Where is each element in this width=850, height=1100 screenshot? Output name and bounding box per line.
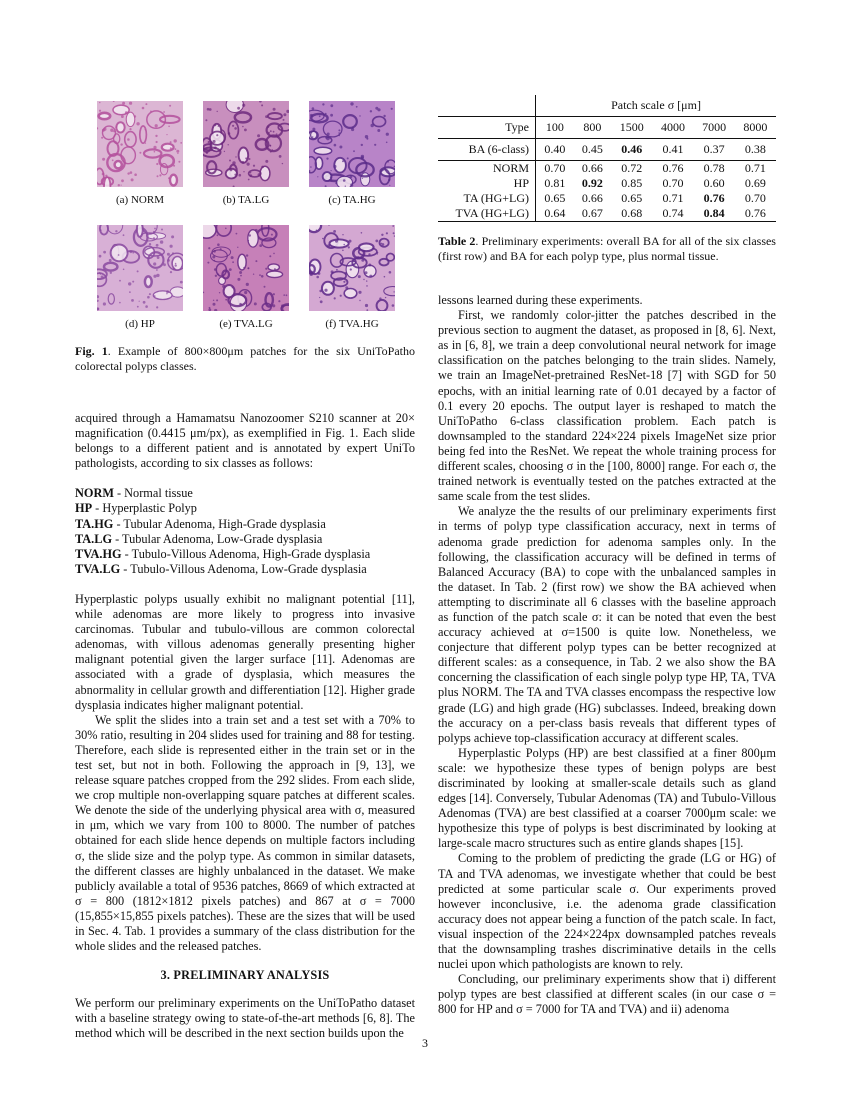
table-cell: 0.84	[694, 206, 735, 222]
class-item	[75, 486, 415, 501]
class-description: - Tubular Adenoma, High-Grade dysplasia	[113, 516, 326, 531]
paragraph-split: We split the slides into a train set and a test set with a 70% to 30% ratio, resulting in 204 slides used for training and 88 for testing. Therefore, each slide is represented either in the train set or in the test set, but not in both. Following the approach in [9, 13], we release square patches cropped from the 292 slides. From each slide, we crop multiple non-overlapping square patches at different scales. We denote the side of the underlying physical area with σ, measured in μm, which we vary from 100 to 8000. The number of patches obtained for each slide hence depends on multiple factors including σ, the slide size and the polyp type. As common in similar datasets, the different classes are highly unbalanced in the dataset. We make publicly available a total of 9536 patches, 8669 of which extracted at σ = 800 (1812×1812 pixels patches) and 867 at σ = 7000 (15,855×15,855 pixels patches). These are the sizes that will be used in Sec. 4. Tab. 1 provides a summary of the class distribution for the whole slides and the released patches.	[75, 712, 415, 954]
figure-1	[75, 101, 415, 373]
table-scale-header: 8000	[735, 117, 776, 139]
table-cell: 0.60	[703, 176, 725, 190]
table-cell: 0.67	[574, 206, 612, 222]
figure-panel-label: (b) TA.LG	[222, 194, 270, 206]
table-cell: 0.71	[735, 161, 776, 177]
paragraph-lessons: lessons learned during these experiments.	[438, 293, 643, 307]
table-cell: 0.37	[694, 139, 735, 161]
table-scale-header: 100	[536, 117, 574, 139]
figure-panel	[309, 101, 395, 207]
figure-panel-label: (d) HP	[125, 318, 155, 330]
table-scale-header: 4000	[652, 117, 693, 139]
table-caption-text: . Preliminary experiments: overall BA for all of the six classes (first row) and BA for each polyp type, plus normal tissue.	[438, 234, 776, 263]
paragraph-grade: Coming to the problem of predicting the grade (LG or HG) of TA and TVA adenomas, we investigate whether that could be best predicted at some particular scale σ. Our experiments proved however inconclusive, i.e. the adenoma grade classification accuracy does not appear being a function of the patch scale. In fact, visual inspection of the 224×224px downsampled patches reveals that the downsampling trashes discriminative details in the cells nuclei upon which pathologists are known to rely.	[438, 851, 776, 972]
table-cell: 0.71	[662, 191, 684, 205]
class-description: - Tubulo-Villous Adenoma, High-Grade dysplasia	[121, 546, 371, 561]
table-cell: 0.65	[621, 191, 643, 205]
figure-panel	[203, 225, 289, 331]
figure-caption	[75, 344, 415, 373]
table-type-label: Type	[438, 117, 536, 139]
class-code: TA.LG	[75, 531, 113, 546]
class-code: TVA.HG	[75, 546, 122, 561]
tissue-image	[203, 225, 289, 311]
table-cell: 0.40	[536, 139, 574, 161]
table-scale-header: 7000	[694, 117, 735, 139]
table-cell: 0.76	[735, 206, 776, 222]
class-code: TVA.LG	[75, 561, 121, 576]
paragraph-concluding: Concluding, our preliminary experiments show that i) different polyp types are best classified at different scales (in our case σ = 800 for HP and σ = 7000 for TA and TVA) and ii) adenoma	[438, 972, 776, 1017]
figure-panel	[97, 225, 183, 331]
tissue-image	[203, 101, 289, 187]
table-corner	[438, 95, 536, 117]
table-cell: 0.74	[652, 206, 693, 222]
figure-panel	[97, 101, 183, 207]
table-row	[438, 176, 776, 191]
table-cell: 0.46	[611, 139, 652, 161]
figure-panel-label: (e) TVA.LG	[219, 318, 273, 330]
class-code: TA.HG	[75, 516, 114, 531]
table-row-label: NORM	[438, 161, 536, 177]
paragraph-method: First, we randomly color-jitter the patches described in the previous section to augment the dataset, as proposed in [8, 6]. Next, as in [6, 8], we train a deep convolutional neural network for image classification on the patches belonging to the train slides. Namely, we train an ImageNet-pretrained ResNet-18 [7] with SGD for 50 epochs, with an initial learning rate of 0.01 decayed by a factor of 0.1 every 20 epochs. The output layer is reshaped to match the UniToPatho 6-class classification problem. Each patch is downsampled to the standard 224×224 pixels ImageNet size prior being fed into the ResNet. We repeat the whole training process for different scales, choosing σ in the [100, 8000] range. For each σ, the trained network is eventually tested on the patches extracted at the same scale from the test slides.	[438, 308, 776, 504]
paragraph-hyperplastic: Hyperplastic polyps usually exhibit no malignant potential [11], while adenomas are more likely to progress into invasive carcinomas. Tubular and tubulo-villous are common colorectal adenomas, with villous adenomas generally presenting higher malignant potential given the larger surface [11]. Adenomas are associated with a grade of dysplasia, which measures the abnormality in cellular growth and differentiation [12]. Higher grade dysplasia indicates higher malignant potential.	[75, 591, 415, 712]
table-cell: 0.70	[536, 161, 574, 177]
table-cell: 0.64	[536, 206, 574, 222]
table-cell: 0.92	[581, 176, 603, 190]
figure-panel	[203, 101, 289, 207]
table-cell: 0.81	[544, 176, 566, 190]
table-cell: 0.78	[694, 161, 735, 177]
table-scale-header: 1500	[611, 117, 652, 139]
table-cell: 0.70	[662, 176, 684, 190]
class-description: - Tubulo-Villous Adenoma, Low-Grade dysplasia	[120, 561, 367, 576]
table-row-label: TVA (HG+LG)	[438, 206, 536, 222]
table-cell: 0.66	[581, 191, 603, 205]
figure-caption-label: Fig. 1	[75, 344, 108, 358]
table-row-label: TA (HG+LG)	[438, 191, 536, 206]
table-cell: 0.76	[703, 191, 725, 205]
tissue-image	[97, 225, 183, 311]
class-item	[75, 562, 415, 577]
class-description: - Normal tissue	[113, 486, 193, 501]
table-cell: 0.45	[574, 139, 612, 161]
table-scale-header: 800	[574, 117, 612, 139]
tissue-image	[309, 225, 395, 311]
table-row	[438, 139, 776, 161]
table-cell: 0.70	[744, 191, 766, 205]
table-header-group-row	[438, 95, 776, 117]
table-cell: 0.85	[621, 176, 643, 190]
class-item	[75, 517, 415, 532]
table-cell: 0.41	[652, 139, 693, 161]
paragraph-analysis: We analyze the the results of our preliminary experiments first in terms of polyp type classification accuracy, next in terms of adenoma grade prediction for adenoma samples only. In the following, the classification accuracy will be defined in terms of Balanced Accuracy (BA) to cope with the unbalanced samples in the dataset. In Tab. 2 (first row) we show the BA achieved when attempting to discriminate all 6 classes with the baseline approach as function of the patch scale σ: it can be noted that even the best accuracy achieved at σ=1500 is quite low. Nonetheless, we conjecture that different polyp types can be better recognized at different scales: as a consequence, in Tab. 2 we also show the BA concerning the classification of each single polyp type HP, TA, TVA plus NORM. The TA and TVA classes encompass the respective low grade (LG) and high grade (HG) subclasses. Indeed, breaking down the accuracy on a per-class basis reveals that different types of polyps achieve top-classification accuracy at different scales.	[438, 504, 776, 745]
paragraph-hp-scale: Hyperplastic Polyps (HP) are best classified at a finer 800μm scale: we hypothesize these types of benign polyps are best discriminated by looking at smaller-scale details such as gland edges [14]. Conversely, Tubular Adenomas (TA) and Tubulo-Villous Adenomas (TVA) are best classified at a coarser 7000μm scale: we hypothesize this type of polyps is best discriminated by looking at large-scale macro structures such as entire glands shapes [15].	[438, 745, 776, 851]
table-row-label: BA (6-class)	[438, 139, 536, 161]
table-header-group: Patch scale σ [μm]	[611, 98, 701, 112]
figure-caption-text: . Example of 800×800μm patches for the six UniToPatho colorectal polyps classes.	[75, 344, 415, 373]
table-row	[438, 191, 776, 206]
class-description: - Hyperplastic Polyp	[92, 501, 197, 516]
table-cell: 0.65	[544, 191, 566, 205]
table-header-row	[438, 117, 776, 139]
right-column	[438, 95, 776, 1018]
paragraph-preliminary: We perform our preliminary experiments on the UniToPatho dataset with a baseline strategy owing to state-of-the-art methods [6, 8]. The method which will be described in the next section builds upon the	[75, 996, 415, 1041]
table-caption	[438, 234, 776, 263]
figure-grid	[97, 101, 415, 331]
class-item	[75, 532, 415, 547]
tissue-image	[97, 101, 183, 187]
table-caption-label: Table 2	[438, 234, 476, 248]
table-cell: 0.38	[735, 139, 776, 161]
class-code: NORM	[75, 486, 114, 501]
table-row	[438, 161, 776, 177]
table-row	[438, 206, 776, 222]
page-number: 3	[422, 1036, 428, 1050]
table-cell: 0.76	[652, 161, 693, 177]
table-cell: 0.66	[574, 161, 612, 177]
paragraph-slides-acquired: acquired through a Hamamatsu Nanozoomer S210 scanner at 20× magnification (0.4415 μm/px), as exemplified in Fig. 1. Each slide belongs to a different patient and is annotated by expert UniTo pathologists, according to six classes as follows:	[75, 411, 415, 471]
class-item	[75, 547, 415, 562]
table-cell: 0.72	[611, 161, 652, 177]
class-item	[75, 501, 415, 516]
table-cell: 0.68	[611, 206, 652, 222]
results-table	[438, 95, 776, 222]
figure-panel	[309, 225, 395, 331]
figure-panel-label: (c) TA.HG	[328, 194, 376, 206]
tissue-image	[309, 101, 395, 187]
table-cell: 0.69	[744, 176, 766, 190]
class-list	[75, 486, 415, 577]
figure-panel-label: (f) TVA.HG	[325, 318, 379, 330]
class-code: HP	[75, 501, 93, 516]
left-column	[75, 95, 415, 1042]
class-description: - Tubular Adenoma, Low-Grade dysplasia	[112, 531, 323, 546]
table-row-label: HP	[438, 176, 536, 191]
section-heading: 3. PRELIMINARY ANALYSIS	[160, 968, 330, 983]
figure-panel-label: (a) NORM	[116, 194, 164, 206]
